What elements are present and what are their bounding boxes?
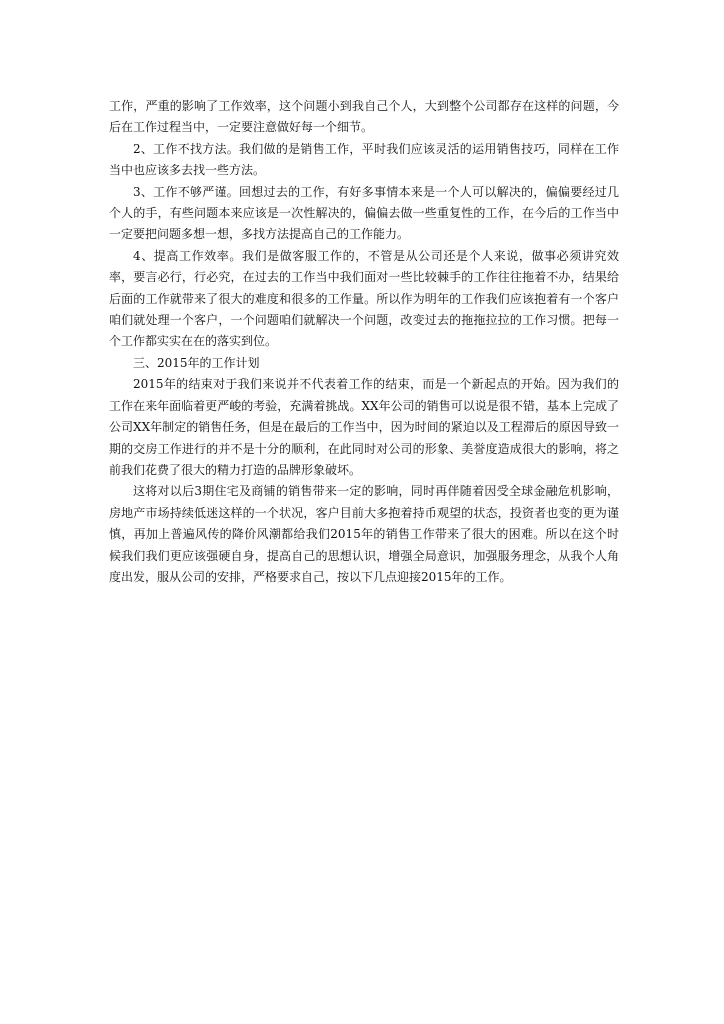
document-body: [109, 96, 619, 588]
paragraph-continuation: 工作，严重的影响了工作效率，这个问题小到我自己个人，大到整个公司都存在这样的问题，今后在工作过程当中，一定要注意做好每一个细节。: [109, 99, 619, 135]
paragraph-item-4-efficiency: 4、提高工作效率。我们是做客服工作的，不管是从公司还是个人来说，做事必须讲究效率，要言必行，行必究，在过去的工作当中我们面对一些比较棘手的工作往往拖着不办，结果给后面的工作就带来了很大的难度和很多的工作量。所以作为明年的工作我们应该抱着有一个客户咱们就处理一个客户，一个问题咱们就解决一个问题，改变过去的拖拖拉拉的工作习惯。把每一个工作都实实在在的落实到位。: [109, 248, 619, 349]
paragraph-plan-intro: 2015年的结束对于我们来说并不代表着工作的结束，而是一个新起点的开始。因为我们的工作在来年面临着更严峻的考验，充满着挑战。XX年公司的销售可以说是很不错，基本上完成了公司XX年制定的销售任务，但是在最后的工作当中，因为时间的紧迫以及工程滞后的原因导致一期的交房工作进行的并不是十分的顺利，在此同时对公司的形象、美誉度造成很大的影响，将之前我们花费了很大的精力打造的品牌形象破坏。: [109, 377, 619, 477]
paragraph-item-2-methods: 2、工作不找方法。我们做的是销售工作，平时我们应该灵活的运用销售技巧，同样在工作当中也应该多去找一些方法。: [109, 141, 619, 178]
paragraph-plan-outlook: 这将对以后3期住宅及商铺的销售带来一定的影响，同时再伴随着因受全球金融危机影响，房地产市场持续低迷这样的一个状况，客户目前大多抱着持币观望的状态，投资者也变的更为谨慎，再加上普遍风传的降价风潮都给我们2015年的销售工作带来了很大的困难。所以在这个时候我们我们更应该强硬自身，提高自己的思想认识，增强全局意识，加强服务理念，从我个人角度出发，服从公司的安排，严格要求自己，按以下几点迎接2015年的工作。: [109, 484, 619, 584]
paragraph-item-3-rigor: 3、工作不够严谨。回想过去的工作，有好多事情本来是一个人可以解决的，偏偏要经过几个人的手，有些问题本来应该是一次性解决的，偏偏去做一些重复性的工作，在今后的工作当中一定要把问题多想一想，多找方法提高自己的工作能力。: [109, 184, 619, 242]
section-heading-work-plan: 三、2015年的工作计划: [133, 355, 260, 370]
